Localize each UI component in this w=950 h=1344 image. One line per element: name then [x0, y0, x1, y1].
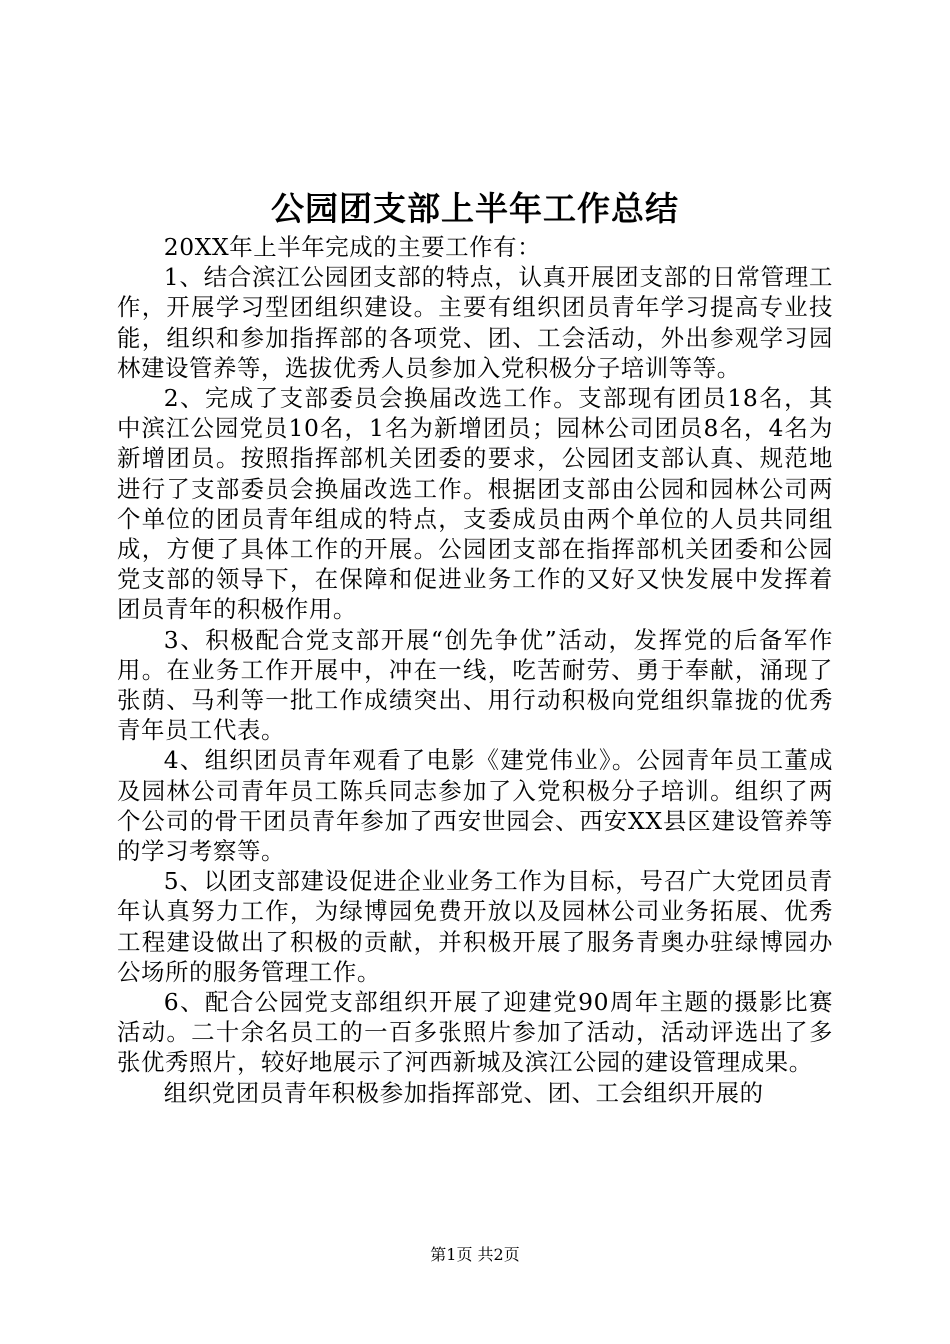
paragraph-intro: 20XX年上半年完成的主要工作有：: [163, 233, 542, 261]
document-body: [117, 232, 833, 1108]
paragraph-2: 2、完成了支部委员会换届改选工作。支部现有团员18名，其中滨江公园党员10名，1名为新增团员；园林公司团员8名，4名为新增团员。按照指挥部机关团委的要求，公园团支部认真、规范地进行了支部委员会换届改选工作。根据团支部由公园和园林公司两个单位的团员青年组成的特点，支委成员由两个单位的人员共同组成，方便了具体工作的开展。公园团支部在指挥部机关团委和公园党支部的领导下，在保障和促进业务工作的又好又快发展中发挥着团员青年的积极作用。: [117, 384, 833, 624]
paragraph-7: 组织党团员青年积极参加指挥部党、团、工会组织开展的: [163, 1078, 764, 1107]
paragraph-5: 5、以团支部建设促进企业业务工作为目标，号召广大党团员青年认真努力工作，为绿博园免费开放以及园林公司业务拓展、优秀工程建设做出了积极的贡献，并积极开展了服务青奥办驻绿博园办公场所的服务管理工作。: [117, 867, 833, 986]
paragraph-6: 6、配合公园党支部组织开展了迎建党90周年主题的摄影比赛活动。二十余名员工的一百多张照片参加了活动，活动评选出了多张优秀照片，较好地展示了河西新城及滨江公园的建设管理成果。: [117, 988, 833, 1077]
paragraph-3: 3、积极配合党支部开展“创先争优”活动，发挥党的后备军作用。在业务工作开展中，冲在一线，吃苦耐劳、勇于奉献，涌现了张荫、马利等一批工作成绩突出、用行动积极向党组织靠拢的优秀青年员工代表。: [117, 625, 833, 745]
paragraph-1: 1、结合滨江公园团支部的特点，认真开展团支部的日常管理工作，开展学习型团组织建设。主要有组织团员青年学习提高专业技能，组织和参加指挥部的各项党、团、工会活动，外出参观学习园林建设管养等，选拔优秀人员参加入党积极分子培训等等。: [117, 263, 833, 382]
document-title: 公园团支部上半年工作总结: [271, 189, 679, 228]
page-number-footer: 第1页 共2页: [430, 1245, 520, 1264]
paragraph-4: 4、组织团员青年观看了电影《建党伟业》。公园青年员工董成及园林公司青年员工陈兵同志参加了入党积极分子培训。组织了两个公司的骨干团员青年参加了西安世园会、西安XX县区建设管养等的学习考察等。: [117, 746, 833, 866]
